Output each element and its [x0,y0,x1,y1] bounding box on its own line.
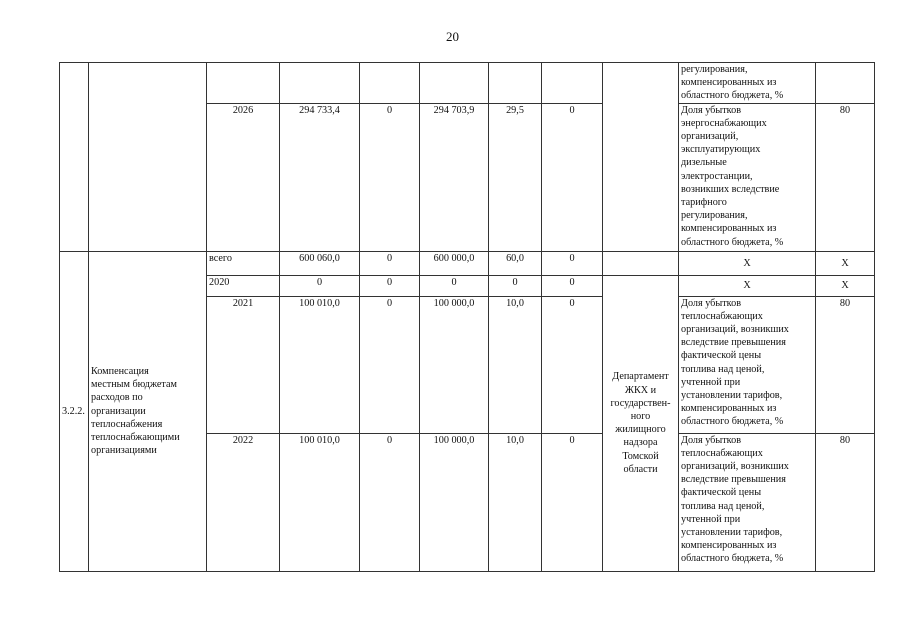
regional-cell: 100 000,0 [420,296,489,433]
section-name: Компенсация местным бюджетам расходов по организации теплоснабжения теплоснабжающими организациями [89,251,207,571]
local-cell: 10,0 [489,433,542,571]
year-cell: 2022 [207,433,280,571]
table-row [60,251,875,275]
local-cell: 29,5 [489,103,542,251]
local-cell: 60,0 [489,251,542,275]
indicator-text: Доля убытков теплоснабжающих организаций, возникших вследствие превышения фактической цены топлива над ценой, учтенной при установлении тарифов, компенсированных из областного бюджета, % [679,296,816,433]
regional-cell: 600 000,0 [420,251,489,275]
year-cell: всего [207,251,280,275]
other-cell: 0 [542,251,603,275]
executor-text: Департамент ЖКХ и государствен- ного жилищного надзора Томской области [603,275,679,571]
value-cell: X [816,275,875,296]
section-number: 3.2.2. [60,251,89,571]
year-cell: 2026 [207,103,280,251]
cell-other [542,63,603,104]
federal-cell: 0 [360,275,420,296]
indicator-text: Доля убытков энергоснабжающих организаций, эксплуатирующих дизельные электростанции, возникших вследствие тарифного регулирования, компенсированных из областного бюджета, % [679,103,816,251]
local-cell: 10,0 [489,296,542,433]
cell-executor [603,63,679,252]
cell-local [489,63,542,104]
cell-number [60,63,89,252]
indicator-text: X [679,251,816,275]
federal-cell: 0 [360,251,420,275]
total-cell: 100 010,0 [280,433,360,571]
table-row [60,63,875,104]
federal-cell: 0 [360,103,420,251]
value-cell: 80 [816,296,875,433]
value-cell: 80 [816,103,875,251]
indicator-text: регулирования, компенсированных из областного бюджета, % [679,63,816,104]
year-cell: 2021 [207,296,280,433]
total-cell: 0 [280,275,360,296]
program-table [59,62,875,572]
total-cell: 600 060,0 [280,251,360,275]
cell-regional [420,63,489,104]
other-cell: 0 [542,275,603,296]
total-cell: 294 733,4 [280,103,360,251]
federal-cell: 0 [360,433,420,571]
cell-federal [360,63,420,104]
cell-total [280,63,360,104]
other-cell: 0 [542,103,603,251]
regional-cell: 100 000,0 [420,433,489,571]
total-cell: 100 010,0 [280,296,360,433]
value-cell: 80 [816,433,875,571]
cell-name [89,63,207,252]
regional-cell: 0 [420,275,489,296]
indicator-text: Доля убытков теплоснабжающих организаций, возникших вследствие превышения фактической цены топлива над ценой, учтенной при установлении тарифов, компенсированных из областного бюджета, % [679,433,816,571]
federal-cell: 0 [360,296,420,433]
year-cell: 2020 [207,275,280,296]
regional-cell: 294 703,9 [420,103,489,251]
other-cell: 0 [542,296,603,433]
other-cell: 0 [542,433,603,571]
local-cell: 0 [489,275,542,296]
page-number: 20 [446,29,459,44]
indicator-text: X [679,275,816,296]
cell-value [816,63,875,104]
cell-year [207,63,280,104]
cell-executor-empty [603,251,679,275]
value-cell: X [816,251,875,275]
